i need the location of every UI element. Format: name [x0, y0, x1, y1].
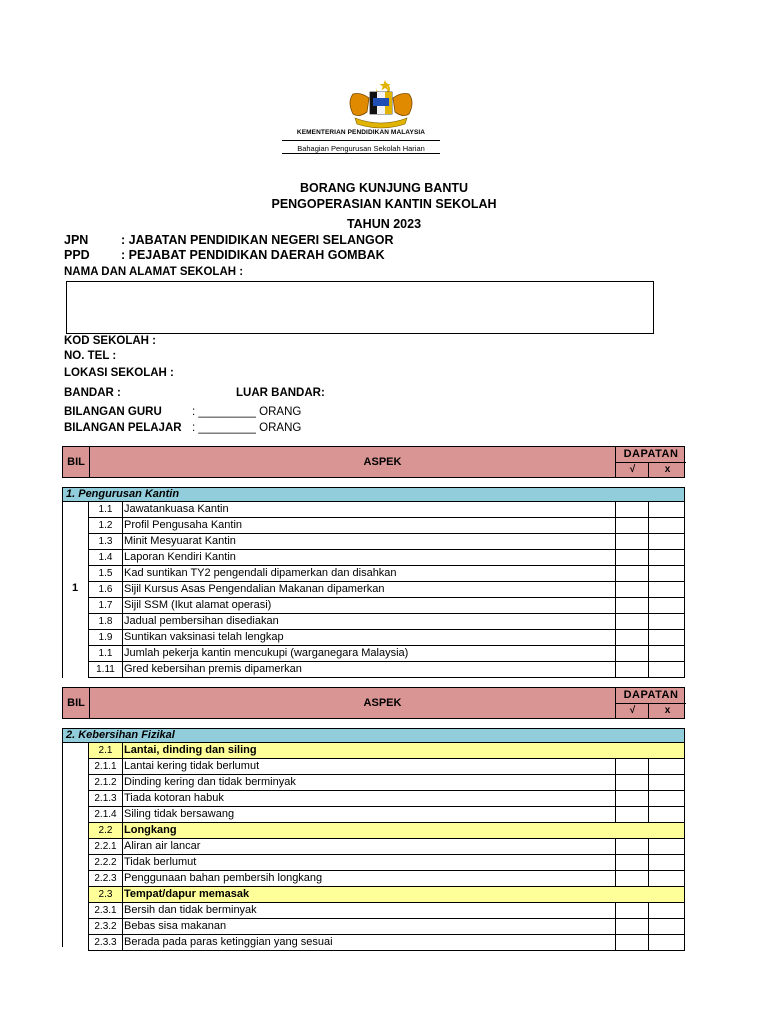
item-number: 1.2 — [89, 518, 123, 533]
item-text: Laporan Kendiri Kantin — [124, 551, 236, 563]
item-text: Siling tidak bersawang — [124, 808, 235, 820]
item-text: Suntikan vaksinasi telah lengkap — [124, 631, 284, 643]
cross-checkbox-cell[interactable] — [648, 630, 685, 645]
cross-checkbox-cell[interactable] — [648, 903, 685, 918]
tick-checkbox-cell[interactable] — [615, 630, 649, 645]
checklist-row — [88, 582, 685, 598]
checklist-row — [88, 646, 685, 662]
ppd-label: PPD — [64, 248, 90, 262]
tick-column-header: √ — [615, 462, 649, 477]
item-number: 1.1 — [89, 502, 123, 517]
item-number: 2.2 — [89, 823, 123, 838]
section-title: 2. Kebersihan Fizikal — [62, 728, 685, 743]
header-divider — [282, 153, 440, 154]
ppd-value: : PEJABAT PENDIDIKAN DAERAH GOMBAK — [121, 248, 385, 262]
item-number: 2.3 — [89, 887, 123, 902]
luar-bandar-label: LUAR BANDAR: — [236, 387, 325, 399]
cross-checkbox-cell[interactable] — [648, 582, 685, 597]
cross-column-header: x — [648, 703, 686, 718]
checklist-row — [88, 839, 685, 855]
item-text: Minit Mesyuarat Kantin — [124, 535, 236, 547]
item-text: Dinding kering dan tidak berminyak — [124, 776, 296, 788]
item-number: 1.8 — [89, 614, 123, 629]
jpn-row — [64, 233, 393, 247]
item-number: 2.1.3 — [89, 791, 123, 806]
item-text: Jumlah pekerja kantin mencukupi (warganegara Malaysia) — [124, 647, 409, 659]
cross-checkbox-cell[interactable] — [648, 614, 685, 629]
bil-header: BIL — [63, 447, 90, 477]
dapatan-header: DAPATAN — [615, 688, 686, 704]
cross-checkbox-cell[interactable] — [648, 534, 685, 549]
header-divider — [282, 140, 440, 141]
item-text: Tiada kotoran habuk — [124, 792, 224, 804]
item-text: Bersih dan tidak berminyak — [124, 904, 257, 916]
bil-number: 1 — [71, 582, 79, 594]
cross-checkbox-cell[interactable] — [648, 566, 685, 581]
item-text: Longkang — [124, 824, 177, 836]
checklist-row — [88, 791, 685, 807]
cross-checkbox-cell[interactable] — [648, 646, 685, 661]
checklist-row — [88, 550, 685, 566]
cross-checkbox-cell[interactable] — [648, 550, 685, 565]
item-text: Tempat/dapur memasak — [124, 888, 250, 900]
tick-checkbox-cell[interactable] — [615, 855, 649, 870]
cross-checkbox-cell[interactable] — [648, 759, 685, 774]
orang-label: ORANG — [259, 406, 302, 418]
tick-checkbox-cell[interactable] — [615, 807, 649, 822]
cross-checkbox-cell[interactable] — [648, 662, 685, 677]
tick-checkbox-cell[interactable] — [615, 502, 649, 517]
tick-checkbox-cell[interactable] — [615, 598, 649, 613]
cross-checkbox-cell[interactable] — [648, 935, 685, 950]
item-number: 2.3.3 — [89, 935, 123, 950]
item-text: Sijil SSM (Ikut alamat operasi) — [124, 599, 272, 611]
tick-checkbox-cell[interactable] — [615, 919, 649, 934]
checklist-row — [88, 935, 685, 951]
tick-checkbox-cell[interactable] — [615, 566, 649, 581]
cross-checkbox-cell[interactable] — [648, 871, 685, 886]
tick-checkbox-cell[interactable] — [615, 518, 649, 533]
checklist-row — [88, 903, 685, 919]
item-text: Lantai, dinding dan siling — [124, 744, 257, 756]
bandar-label: BANDAR : — [64, 387, 121, 399]
ppd-row — [64, 248, 385, 262]
tick-checkbox-cell[interactable] — [615, 662, 649, 677]
item-number: 1.4 — [89, 550, 123, 565]
item-number: 1.5 — [89, 566, 123, 581]
cross-column-header: x — [648, 462, 686, 477]
checklist-row — [88, 518, 685, 534]
item-number: 1.1 — [89, 646, 123, 661]
item-text: Bebas sisa makanan — [124, 920, 227, 932]
tick-checkbox-cell[interactable] — [615, 871, 649, 886]
checklist-row — [88, 534, 685, 550]
tick-checkbox-cell[interactable] — [615, 791, 649, 806]
tick-checkbox-cell[interactable] — [615, 775, 649, 790]
cross-checkbox-cell[interactable] — [648, 791, 685, 806]
jpn-label: JPN — [64, 233, 89, 247]
item-text: Profil Pengusaha Kantin — [124, 519, 243, 531]
item-text: Berada pada paras ketinggian yang sesuai — [124, 936, 333, 948]
tick-checkbox-cell[interactable] — [615, 646, 649, 661]
checklist-row — [88, 614, 685, 630]
bil-column — [62, 742, 88, 947]
subsection-row — [88, 743, 685, 759]
item-text: Tidak berlumut — [124, 856, 197, 868]
bilangan-pelajar-blank[interactable]: : _________ — [192, 422, 256, 434]
division-name: Bahagian Pengurusan Sekolah Harian — [297, 144, 425, 153]
item-text: Jawatankuasa Kantin — [124, 503, 229, 515]
checklist-row — [88, 566, 685, 582]
subsection-row — [88, 887, 685, 903]
jpn-value: : JABATAN PENDIDIKAN NEGERI SELANGOR — [121, 233, 394, 247]
checklist-row — [88, 662, 685, 678]
item-text: Gred kebersihan premis dipamerkan — [124, 663, 302, 675]
form-title: BORANG KUNJUNG BANTU — [299, 181, 469, 195]
item-number: 2.1 — [89, 743, 123, 758]
checklist-row — [88, 759, 685, 775]
cross-checkbox-cell[interactable] — [648, 807, 685, 822]
cross-checkbox-cell[interactable] — [648, 598, 685, 613]
bilangan-pelajar-label: BILANGAN PELAJAR — [64, 422, 182, 434]
cross-checkbox-cell[interactable] — [648, 518, 685, 533]
bilangan-pelajar-row — [64, 422, 301, 434]
tick-checkbox-cell[interactable] — [615, 903, 649, 918]
ministry-name: KEMENTERIAN PENDIDIKAN MALAYSIA — [296, 129, 426, 136]
cross-checkbox-cell[interactable] — [648, 839, 685, 854]
checklist-row — [88, 775, 685, 791]
tick-checkbox-cell[interactable] — [615, 935, 649, 950]
table-header — [62, 446, 685, 478]
tick-checkbox-cell[interactable] — [615, 550, 649, 565]
checklist-row — [88, 919, 685, 935]
item-text: Kad suntikan TY2 pengendali dipamerkan dan disahkan — [124, 567, 397, 579]
form-year: TAHUN 2023 — [346, 217, 422, 231]
tick-checkbox-cell[interactable] — [615, 614, 649, 629]
item-number: 1.9 — [89, 630, 123, 645]
item-number: 1.11 — [89, 662, 123, 677]
bilangan-guru-blank[interactable]: : _________ — [192, 406, 256, 418]
school-address-box[interactable] — [66, 281, 654, 334]
checklist-row — [88, 855, 685, 871]
subsection-row — [88, 823, 685, 839]
item-text: Sijil Kursus Asas Pengendalian Makanan dipamerkan — [124, 583, 385, 595]
form-subtitle: PENGOPERASIAN KANTIN SEKOLAH — [271, 197, 497, 211]
tick-checkbox-cell[interactable] — [615, 759, 649, 774]
section-title: 1. Pengurusan Kantin — [62, 487, 685, 502]
dapatan-header: DAPATAN — [615, 447, 686, 463]
tick-column-header: √ — [615, 703, 649, 718]
cross-checkbox-cell[interactable] — [648, 855, 685, 870]
checklist-row — [88, 630, 685, 646]
checklist-row — [88, 502, 685, 518]
checklist-row — [88, 807, 685, 823]
kod-sekolah-label: KOD SEKOLAH : — [64, 335, 156, 347]
item-number: 2.3.1 — [89, 903, 123, 918]
item-number: 2.1.2 — [89, 775, 123, 790]
lokasi-label: LOKASI SEKOLAH : — [64, 367, 174, 379]
bilangan-guru-label: BILANGAN GURU — [64, 406, 162, 418]
item-text: Aliran air lancar — [124, 840, 201, 852]
checklist-row — [88, 871, 685, 887]
item-number: 1.7 — [89, 598, 123, 613]
bil-header: BIL — [63, 688, 90, 718]
no-tel-label: NO. TEL : — [64, 350, 117, 362]
item-number: 2.2.1 — [89, 839, 123, 854]
cross-checkbox-cell[interactable] — [648, 919, 685, 934]
tick-checkbox-cell[interactable] — [615, 534, 649, 549]
item-number: 2.1.4 — [89, 807, 123, 822]
tick-checkbox-cell[interactable] — [615, 839, 649, 854]
item-text: Penggunaan bahan pembersih longkang — [124, 872, 323, 884]
tick-checkbox-cell[interactable] — [615, 582, 649, 597]
checklist-row — [88, 598, 685, 614]
item-number: 2.1.1 — [89, 759, 123, 774]
table-header — [62, 687, 685, 719]
item-number: 1.6 — [89, 582, 123, 597]
item-number: 2.3.2 — [89, 919, 123, 934]
cross-checkbox-cell[interactable] — [648, 502, 685, 517]
aspek-header: ASPEK — [363, 697, 402, 709]
item-number: 1.3 — [89, 534, 123, 549]
item-number: 2.2.3 — [89, 871, 123, 886]
nama-alamat-label: NAMA DAN ALAMAT SEKOLAH : — [64, 266, 244, 278]
item-text: Lantai kering tidak berlumut — [124, 760, 260, 772]
aspek-header: ASPEK — [363, 456, 402, 468]
cross-checkbox-cell[interactable] — [648, 775, 685, 790]
bilangan-guru-row — [64, 406, 301, 418]
orang-label: ORANG — [259, 422, 302, 434]
item-number: 2.2.2 — [89, 855, 123, 870]
coat-of-arms-logo — [333, 78, 429, 130]
item-text: Jadual pembersihan disediakan — [124, 615, 279, 627]
